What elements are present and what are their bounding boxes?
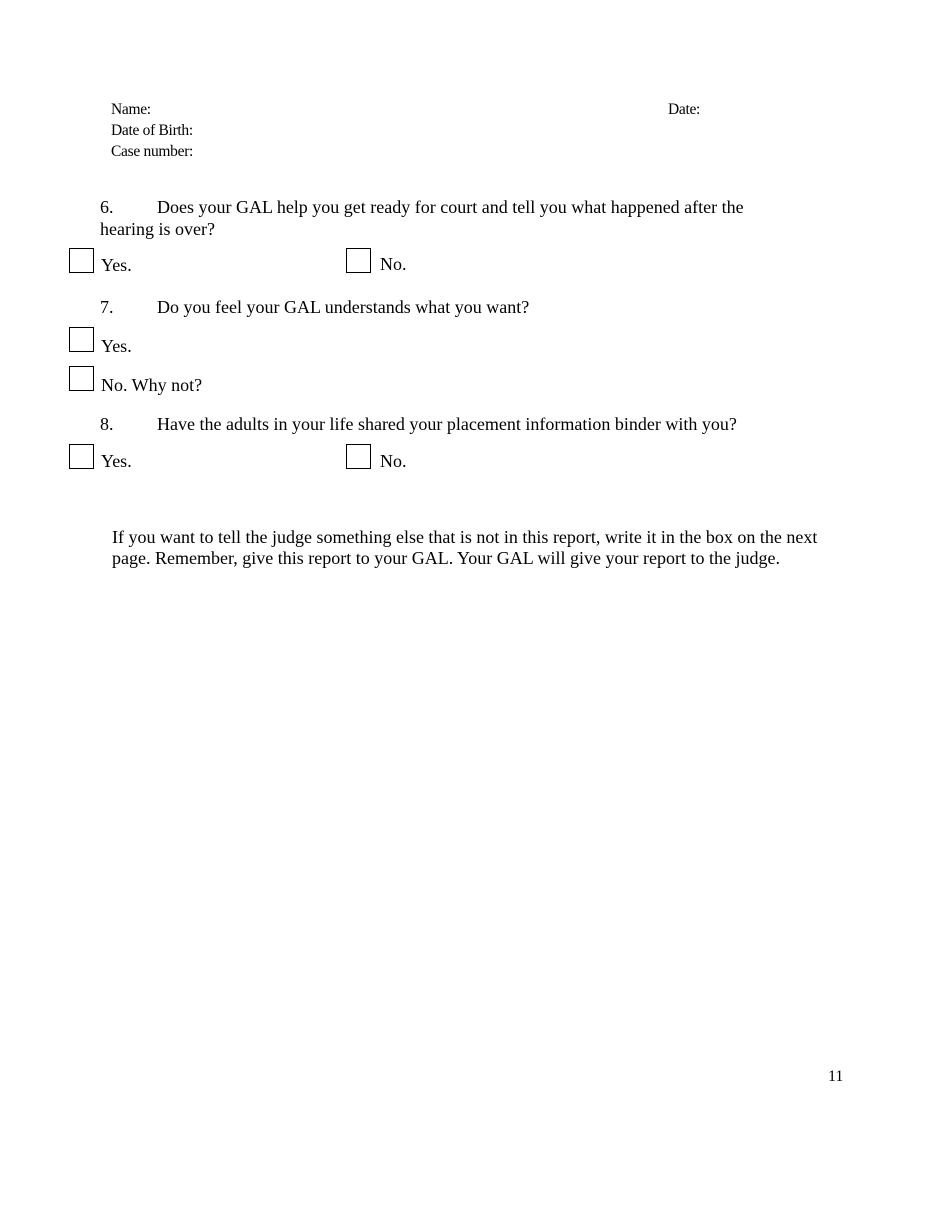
name-label: Name:: [111, 101, 151, 118]
question-6-text: Does your GAL help you get ready for court and tell you what happened after the: [157, 197, 744, 217]
question-8-number: 8.: [100, 414, 114, 434]
q8-yes-label: Yes.: [101, 451, 132, 471]
q6-yes-checkbox[interactable]: [69, 248, 94, 273]
question-6-number: 6.: [100, 197, 114, 217]
case-number-label: Case number:: [111, 143, 194, 160]
date-of-birth-label: Date of Birth:: [111, 122, 193, 139]
q7-yes-checkbox[interactable]: [69, 327, 94, 352]
question-7-text: Do you feel your GAL understands what you want?: [157, 297, 530, 317]
closing-line-1: If you want to tell the judge something else that is not in this report, write it in the box on the next: [112, 527, 818, 547]
question-8-text: Have the adults in your life shared your placement information binder with you?: [157, 414, 737, 434]
q7-yes-label: Yes.: [101, 336, 132, 356]
q6-no-label: No.: [380, 254, 407, 274]
q7-no-checkbox[interactable]: [69, 366, 94, 391]
date-label: Date:: [668, 101, 701, 118]
q6-no-checkbox[interactable]: [346, 248, 371, 273]
question-6-text-continued: hearing is over?: [100, 219, 215, 239]
q8-no-checkbox[interactable]: [346, 444, 371, 469]
q8-no-label: No.: [380, 451, 407, 471]
closing-line-2: page. Remember, give this report to your GAL. Your GAL will give your report to the judge.: [112, 548, 780, 568]
q7-no-label: No. Why not?: [101, 375, 203, 395]
page-number: 11: [828, 1068, 844, 1085]
question-7-number: 7.: [100, 297, 114, 317]
q8-yes-checkbox[interactable]: [69, 444, 94, 469]
q6-yes-label: Yes.: [101, 255, 132, 275]
